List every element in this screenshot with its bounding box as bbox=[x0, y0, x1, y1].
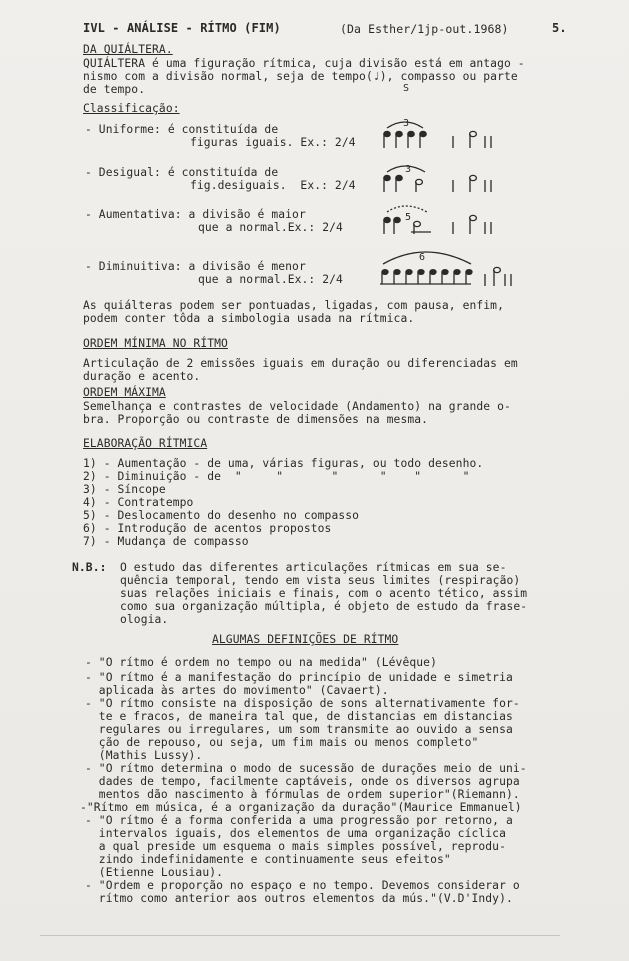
ordem-maxima-line: Semelhança e contrastes de velocidade (Andamento) na grande o- bbox=[83, 400, 511, 413]
definicao-line: - "O rítmo é a forma conferida a uma progressão por retorno, a bbox=[85, 814, 513, 827]
header-title: IVL - ANÁLISE - RÍTMO (FIM) bbox=[83, 21, 281, 35]
definicao-line: zindo indefinidamente e continuamente seus efeitos" bbox=[85, 853, 451, 866]
section-title-elaboracao: ELABORAÇÃO RÍTMICA bbox=[83, 437, 208, 450]
elaboracao-item: 2) - Diminuição - de " " " " " " bbox=[83, 470, 470, 483]
ordem-minima-line: Articulação de 2 emissões iguais em duração ou diferenciadas em bbox=[83, 357, 518, 370]
tuplet-label: 6 bbox=[419, 252, 426, 263]
definicao-line: - "O rítmo é a manifestação do princípio de unidade e simetria bbox=[85, 671, 513, 684]
classificacao-item-line1: - Desigual: é constituída de bbox=[85, 166, 279, 179]
section-title-ordem-maxima: ORDEM MÁXIMA bbox=[83, 386, 166, 399]
ordem-maxima-line: bra. Proporção ou contraste de dimensões na mesma. bbox=[83, 413, 429, 426]
nb-line: suas relações iniciais e finais, com o acento tético, assim bbox=[120, 587, 528, 600]
definicao-line: te e fracos, de maneira tal que, de distancias em distancias bbox=[85, 710, 513, 723]
definicao-line: mentos dão nascimento à fórmulas de ordem superior"(Riemann). bbox=[85, 788, 520, 801]
classificacao-item-line2: figuras iguais. Ex.: 2/4 bbox=[190, 136, 356, 149]
elaboracao-item: 6) - Introdução de acentos propostos bbox=[83, 522, 332, 535]
definicao-line: -"Rítmo em música, é a organização da duração"(Maurice Emmanuel) bbox=[80, 801, 522, 814]
definicao-line: rítmo como anterior aos outros elementos da mús."(V.D'Indy). bbox=[85, 892, 513, 905]
rhythm-example-aumentativa bbox=[375, 198, 515, 240]
definicao-line: dades de tempo, facilmente captáveis, onde os diversos agrupa bbox=[85, 775, 520, 788]
nb-line: ologia. bbox=[120, 613, 169, 626]
rhythm-example-uniforme bbox=[375, 112, 515, 154]
section-title-ordem-minima: ORDEM MÍNIMA NO RÍTMO bbox=[83, 337, 228, 350]
page-number: 5. bbox=[552, 21, 567, 35]
classificacao-item-line2: que a normal.Ex.: 2/4 bbox=[198, 273, 343, 286]
definicao-line: - "O rítmo consiste na disposição de sons alternativamente for- bbox=[85, 697, 520, 710]
classificacao-item-line1: - Uniforme: é constituída de bbox=[85, 123, 279, 136]
pontuadas-line: As quiálteras podem ser pontuadas, ligadas, com pausa, enfim, bbox=[83, 299, 504, 312]
classificacao-item-line2: que a normal.Ex.: 2/4 bbox=[198, 221, 343, 234]
section-title-quialtera: DA QUIÁLTERA. bbox=[83, 43, 173, 56]
classificacao-item-line1: - Aumentativa: a divisão é maior bbox=[85, 208, 306, 221]
definicao-line: - "O rítmo determina o modo de sucessão de durações meio de uni- bbox=[85, 762, 527, 775]
pontuadas-line: podem conter tôda a simbologia usada na rítmica. bbox=[83, 312, 415, 325]
definicao-line: - "O rítmo é ordem no tempo ou na medida" (Lévêque) bbox=[85, 656, 437, 669]
section-title-classificacao: Classificação: bbox=[83, 102, 180, 115]
rhythm-example-diminuitiva bbox=[375, 240, 525, 290]
section-title-definicoes: ALGUMAS DEFINIÇÕES DE RÍTMO bbox=[212, 633, 399, 646]
page-bottom-edge bbox=[40, 935, 560, 936]
definicao-line: - "Ordem e proporção no espaço e no tempo. Devemos considerar o bbox=[85, 879, 520, 892]
tuplet-label: 3 bbox=[403, 118, 410, 129]
definicao-line: ção de repouso, ou seja, um fim mais ou menos completo" bbox=[85, 736, 479, 749]
elaboracao-item: 1) - Aumentação - de uma, várias figuras, ou todo desenho. bbox=[83, 457, 484, 470]
tuplet-label: 3 bbox=[405, 164, 412, 175]
nb-line: O estudo das diferentes articulações rítmicas em sua se- bbox=[120, 561, 507, 574]
definicao-line: intervalos iguais, dos elementos de uma organização cíclica bbox=[85, 827, 506, 840]
elaboracao-item: 3) - Síncope bbox=[83, 483, 166, 496]
quialtera-line: QUIÁLTERA é uma figuração rítmica, cuja divisão está em antago - bbox=[83, 57, 525, 70]
definicao-line: aplicada às artes do movimento" (Cavaert). bbox=[85, 684, 389, 697]
quialtera-ornament: S bbox=[403, 83, 410, 94]
rhythm-example-desigual bbox=[375, 156, 515, 198]
nb-line: quência temporal, tendo em vista seus limites (respiração) bbox=[120, 574, 521, 587]
elaboracao-item: 7) - Mudança de compasso bbox=[83, 535, 249, 548]
elaboracao-item: 4) - Contratempo bbox=[83, 496, 194, 509]
nb-line: como sua organização múltipla, é objeto de estudo da frase- bbox=[120, 600, 528, 613]
classificacao-item-line2: fig.desiguais. Ex.: 2/4 bbox=[190, 179, 356, 192]
tuplet-label: 5 bbox=[405, 212, 412, 223]
elaboracao-item: 5) - Deslocamento do desenho no compasso bbox=[83, 509, 360, 522]
classificacao-item-line1: - Diminuitiva: a divisão é menor bbox=[85, 260, 306, 273]
ordem-minima-line: duração e acento. bbox=[83, 370, 201, 383]
definicao-line: a qual preside um esquema o mais simples possível, reprodu- bbox=[85, 840, 506, 853]
nb-label: N.B.: bbox=[72, 561, 107, 574]
quialtera-line: de tempo. bbox=[83, 83, 146, 96]
definicao-line: (Mathis Lussy). bbox=[85, 749, 203, 762]
definicao-line: regulares ou irregulares, um som transmite ao ouvido a sensa bbox=[85, 723, 513, 736]
header-source: (Da Esther/1jp-out.1968) bbox=[340, 22, 509, 36]
definicao-line: (Etienne Lousiau). bbox=[85, 866, 224, 879]
quialtera-line: nismo com a divisão normal, seja de tempo(♩), compasso ou parte bbox=[83, 70, 518, 83]
